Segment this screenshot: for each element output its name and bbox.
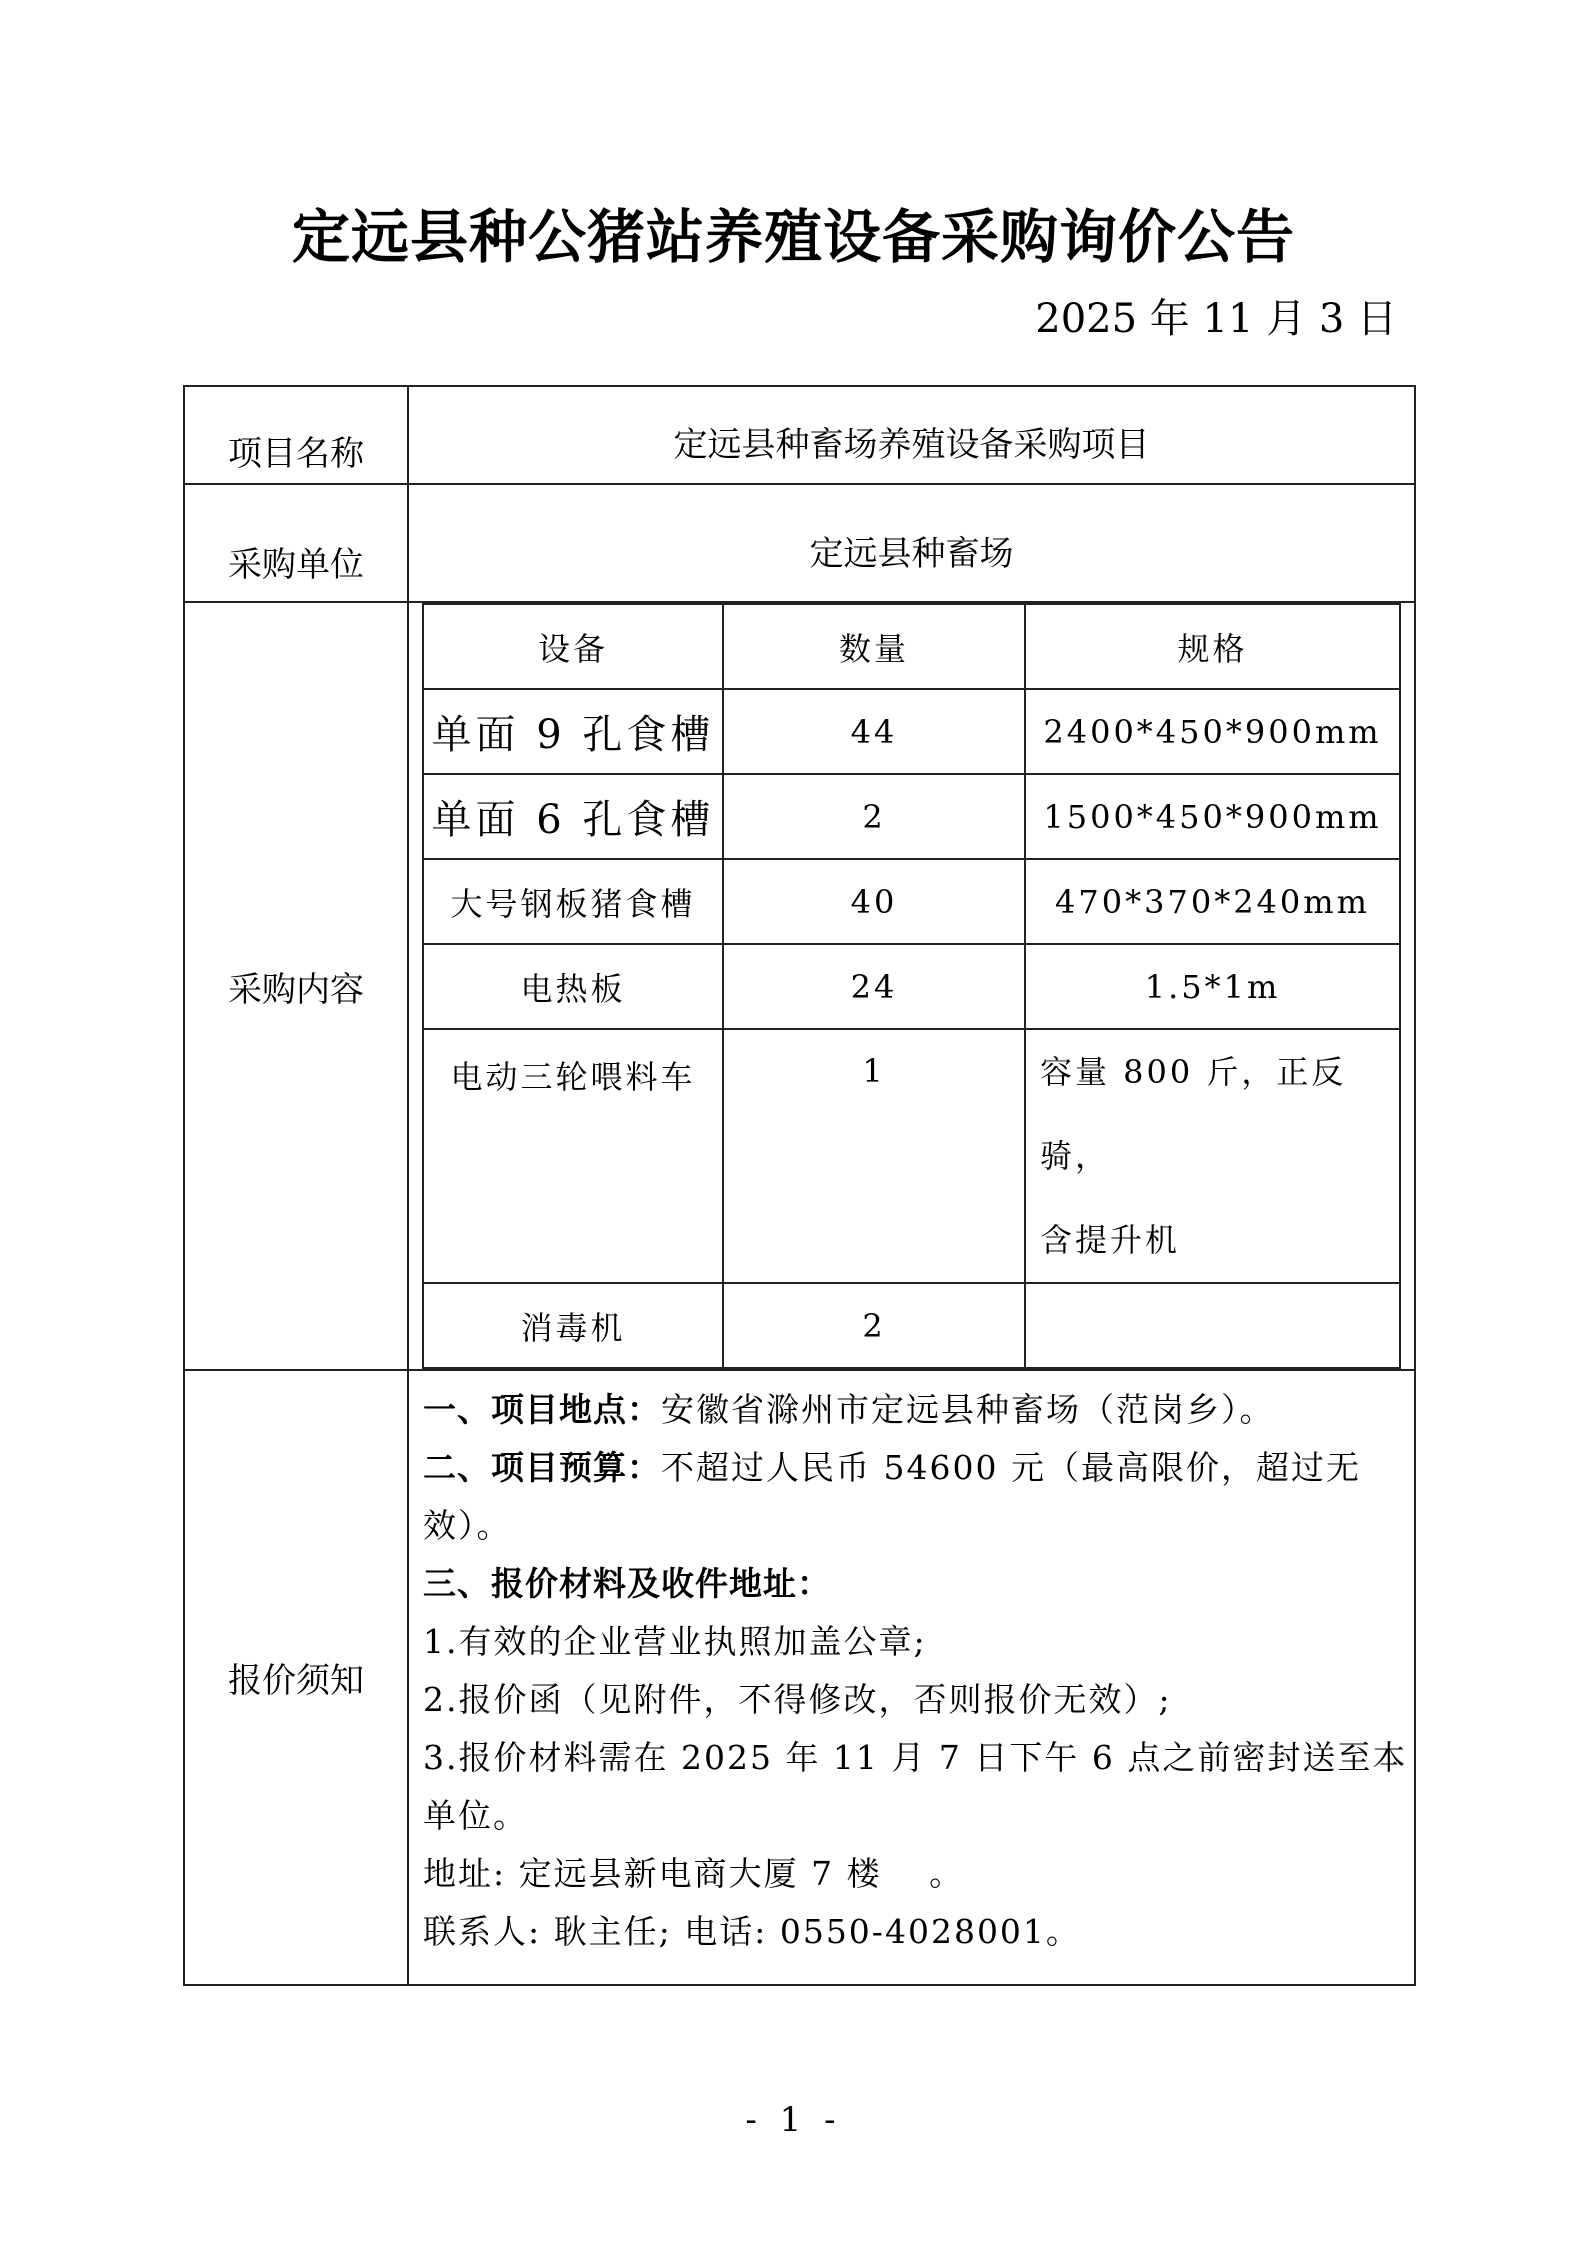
project-name-label: 项目名称: [184, 386, 408, 484]
table-row: [423, 944, 1400, 1029]
notice-item-text: 不超过人民币 54600 元（最高限价，超过无: [661, 1448, 1361, 1487]
notice-item-heading: 三、报价材料及收件地址：: [423, 1564, 831, 1603]
equipment-spec: [1025, 1283, 1400, 1368]
purchase-content-row: [184, 602, 1415, 1370]
equipment-spec: 1500*450*900mm: [1025, 774, 1400, 859]
notice-sub-item: 2.报价函（见附件，不得修改，否则报价无效）;: [423, 1680, 1172, 1719]
quotation-notice-label: 报价须知: [184, 1370, 408, 1985]
equipment-spec-line: 容量 800 斤，正反骑，: [1040, 1053, 1347, 1175]
equipment-name: 单面 6 孔食槽: [423, 774, 723, 859]
notice-item-heading: 一、项目地点：: [423, 1390, 661, 1429]
equipment-spec: 470*370*240mm: [1025, 859, 1400, 944]
equipment-quantity: 44: [723, 689, 1025, 774]
notice-item-text: 安徽省滁州市定远县种畜场（范岗乡）。: [661, 1390, 1275, 1429]
purchase-content-label: 采购内容: [184, 602, 408, 1370]
equipment-table: [422, 603, 1401, 1369]
notice-date: 2025 年 11 月 3 日: [1035, 296, 1397, 342]
table-row: [423, 1283, 1400, 1368]
table-row: [423, 774, 1400, 859]
notice-item-budget: [423, 1439, 1400, 1497]
notice-sub-item: 1.有效的企业营业执照加盖公章;: [423, 1622, 927, 1661]
quotation-notice-cell: [408, 1370, 1415, 1985]
page-number: - 1 -: [745, 2100, 842, 2140]
equipment-spec: 2400*450*900mm: [1025, 689, 1400, 774]
column-header-spec: 规格: [1025, 604, 1400, 689]
notice-contact: 联系人: 耿主任; 电话: 0550-4028001。: [423, 1912, 1081, 1951]
equipment-header-row: [423, 604, 1400, 689]
notice-item-heading: 二、项目预算：: [423, 1448, 661, 1487]
equipment-name: 消毒机: [423, 1283, 723, 1368]
equipment-spec-line: 含提升机: [1040, 1221, 1181, 1259]
notice-address: 地址: 定远县新电商大厦 7 楼 。: [423, 1854, 965, 1893]
equipment-name: 大号钢板猪食槽: [423, 859, 723, 944]
quotation-notice-row: [184, 1370, 1415, 1985]
project-name-value: 定远县种畜场养殖设备采购项目: [408, 386, 1415, 484]
equipment-name: 单面 9 孔食槽: [423, 689, 723, 774]
notice-sub-item-continued: 单位。: [423, 1796, 528, 1835]
announcement-table: [183, 385, 1416, 1986]
table-row: [423, 689, 1400, 774]
column-header-quantity: 数量: [723, 604, 1025, 689]
equipment-quantity: 24: [723, 944, 1025, 1029]
notice-item-location: [423, 1381, 1400, 1439]
project-name-row: [184, 386, 1415, 484]
purchasing-unit-label: 采购单位: [184, 484, 408, 602]
equipment-spec: 1.5*1m: [1025, 944, 1400, 1029]
purchasing-unit-value: 定远县种畜场: [408, 484, 1415, 602]
purchasing-unit-row: [184, 484, 1415, 602]
notice-sub-item: 3.报价材料需在 2025 年 11 月 7 日下午 6 点之前密封送至本: [423, 1738, 1408, 1777]
equipment-spec: [1025, 1029, 1400, 1283]
page-title: 定远县种公猪站养殖设备采购询价公告: [291, 203, 1295, 271]
notice-item-budget-continued: 效）。: [423, 1506, 512, 1545]
table-row: [423, 859, 1400, 944]
column-header-equipment: 设备: [423, 604, 723, 689]
table-row: [423, 1029, 1400, 1283]
equipment-quantity: 40: [723, 859, 1025, 944]
notice-item-materials: [423, 1555, 1400, 1613]
equipment-name: 电热板: [423, 944, 723, 1029]
equipment-quantity: 2: [723, 1283, 1025, 1368]
equipment-name: 电动三轮喂料车: [423, 1029, 723, 1283]
equipment-quantity: 2: [723, 774, 1025, 859]
purchase-content-cell: [408, 602, 1415, 1370]
equipment-quantity: 1: [723, 1029, 1025, 1283]
